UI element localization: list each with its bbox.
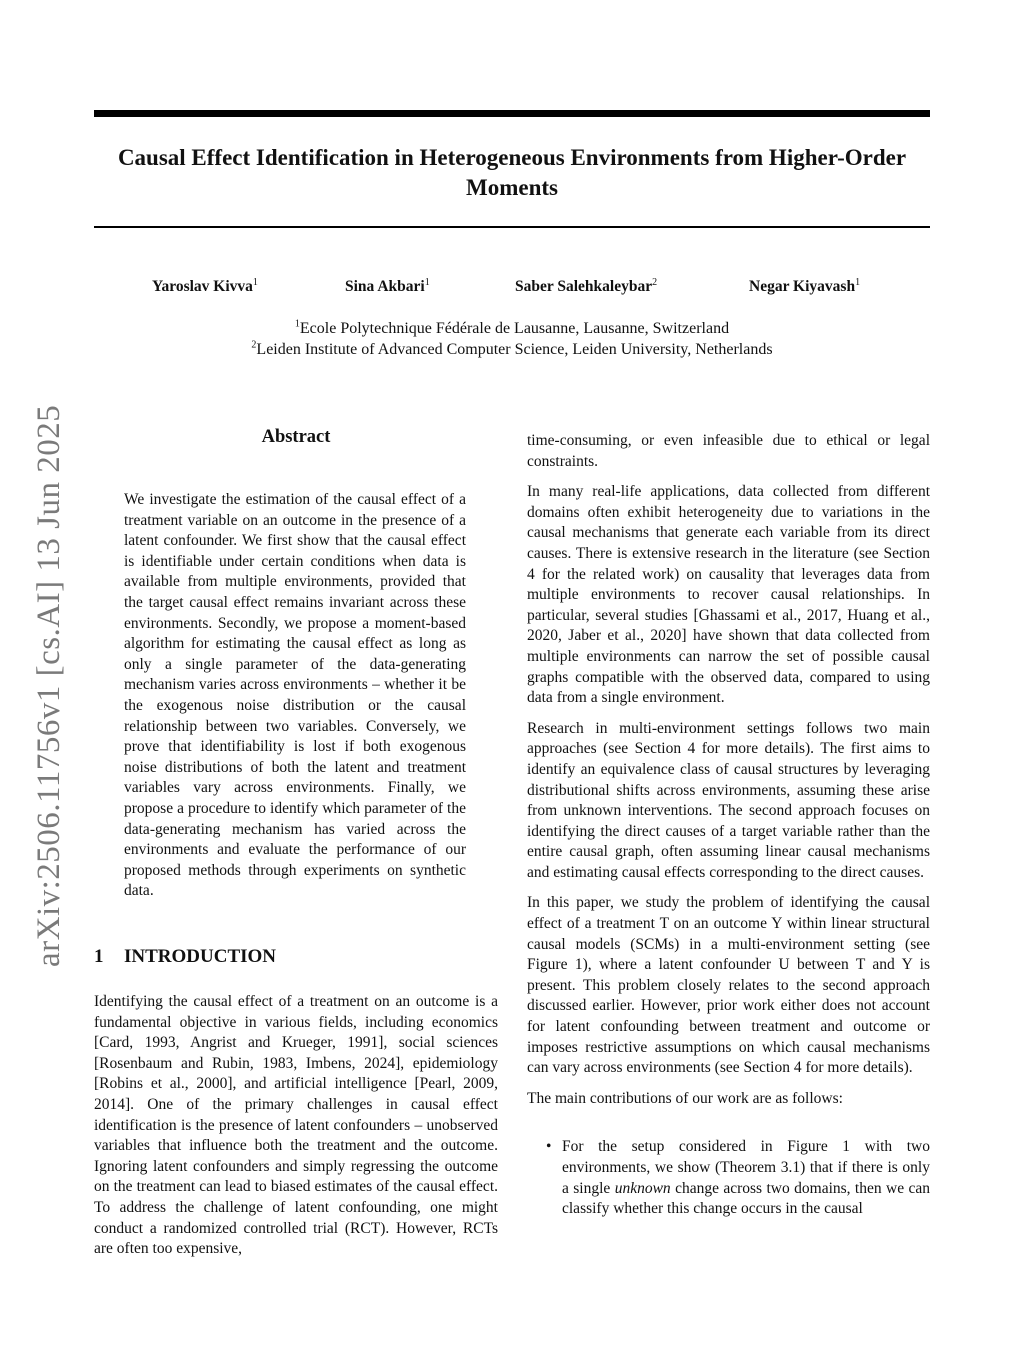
paragraph: The main contributions of our work are as follows: [527, 1089, 843, 1107]
paper-title: Causal Effect Identification in Heterogeneous Environments from Higher-Order Moments [117, 145, 907, 200]
section-heading [94, 946, 276, 968]
abstract-heading: Abstract [261, 427, 331, 447]
section-number: 1 [94, 946, 104, 967]
paragraph: In this paper, we study the problem of identifying the causal effect of a treatment T on an outcome Y within linear structural causal models (SCMs) in a multi-environment setting (see Figure 1), where a latent confounder U between T and Y is present. This problem closely relates to the second approach discussed earlier. However, prior work either does not account for latent confounding between treatment and outcome or imposes restrictive assumptions on which causal mechanisms can vary across environments (see Section 4 for more details). [527, 894, 930, 1077]
section-title: INTRODUCTION [124, 946, 277, 967]
paragraph: Research in multi-environment settings follows two main approaches (see Section 4 for more details). The first aims to identify an equivalence class of causal structures by leveraging distributional shifts across environments, assuming these arise from unknown interventions. The second approach focuses on identifying the direct causes of a target variable rather than the entire causal graph, often assuming linear causal mechanisms and estimating causal effects corresponding to the direct causes. [527, 719, 930, 881]
intro-left-column [94, 992, 498, 1270]
paragraph: In many real-life applications, data collected from different domains often exhibit heterogeneity due to variations in the causal mechanisms that generate each variable from its direct causes. There is extensive research in the literature (see Section 4 for the related work) on causality that leverages data from multiple environments to recover causal relationships. In particular, several studies [Ghassami et al., 2017, Huang et al., 2020, Jaber et al., 2020] have shown that data collected from multiple environments can narrow the set of possible causal graphs compatible with the observed data, compared to using data from a single environment. [527, 483, 930, 707]
paragraph: time-consuming, or even infeasible due to ethical or legal constraints. [527, 432, 930, 470]
contributions-list [527, 1137, 930, 1219]
title-bottom-rule [94, 226, 930, 228]
affiliation-line: $^2$Leiden Institute of Advanced Computer Science, Leiden University, Netherlands [251, 339, 773, 358]
paragraph: Identifying the causal effect of a treatment on an outcome is a fundamental objective in various fields, including economics [Card, 1993, Angrist and Krueger, 1991], social sciences [Rosenbaum and Rubin, 1983, Imbens, 2024], epidemiology [Robins et al., 2000], and artificial intelligence [Pearl, 2009, 2014]. One of the primary challenges in causal effect identification is the presence of latent confounders – unobserved variables that influence both the treatment and the outcome. Ignoring latent confounders and simply regressing the outcome on the treatment can lead to biased estimates of the causal effect. To address the challenge of latent confounding, one might conduct a randomized controlled trial (RCT). However, RCTs are often too expensive, [94, 993, 498, 1258]
list-item: • For the setup considered in Figure 1 with two environments, we show (Theorem 3.1) that if there is only a single unknown change across two domains, then we can classify whether this change occurs in the causal [546, 1138, 930, 1218]
abstract-body [124, 490, 466, 912]
abstract-text: We investigate the estimation of the causal effect of a treatment variable on an outcome in the presence of a latent confounder. We first show that the causal effect is identifiable under certain conditions when data is available from multiple environments, provided that the target causal effect remains invariant across these environments. Secondly, we propose a moment-based algorithm for estimating the causal effect as long as only a single parameter of the data-generating mechanism varies across environments – whether it be the exogenous noise distribution or the causal relationship between two variables. Conversely, we prove that identifiability is lost if both exogenous noise distributions of both the latent and treatment variables vary across environments. Finally, we propose a procedure to identify which parameter of the data-generating mechanism has varied across the environments and evaluate the performance of our proposed methods through experiments on synthetic data. [124, 491, 466, 900]
author-list [0, 278, 1024, 302]
bullet-icon: • [546, 1138, 552, 1156]
author-name: Yaroslav Kivva$^1$ [152, 276, 258, 295]
affiliations [0, 318, 1024, 360]
top-rule [94, 110, 930, 117]
author-name: Sina Akbari$^1$ [345, 276, 430, 295]
author-name: Saber Salehkaleybar$^2$ [515, 276, 658, 295]
author-name: Negar Kiyavash$^1$ [749, 276, 861, 295]
right-column [527, 431, 930, 1220]
affiliation-line: $^1$Ecole Polytechnique Fédérale de Lausanne, Lausanne, Switzerland [294, 318, 730, 337]
arxiv-identifier-stamp: arXiv:2506.11756v1 [cs.AI] 13 Jun 2025 [31, 404, 67, 967]
